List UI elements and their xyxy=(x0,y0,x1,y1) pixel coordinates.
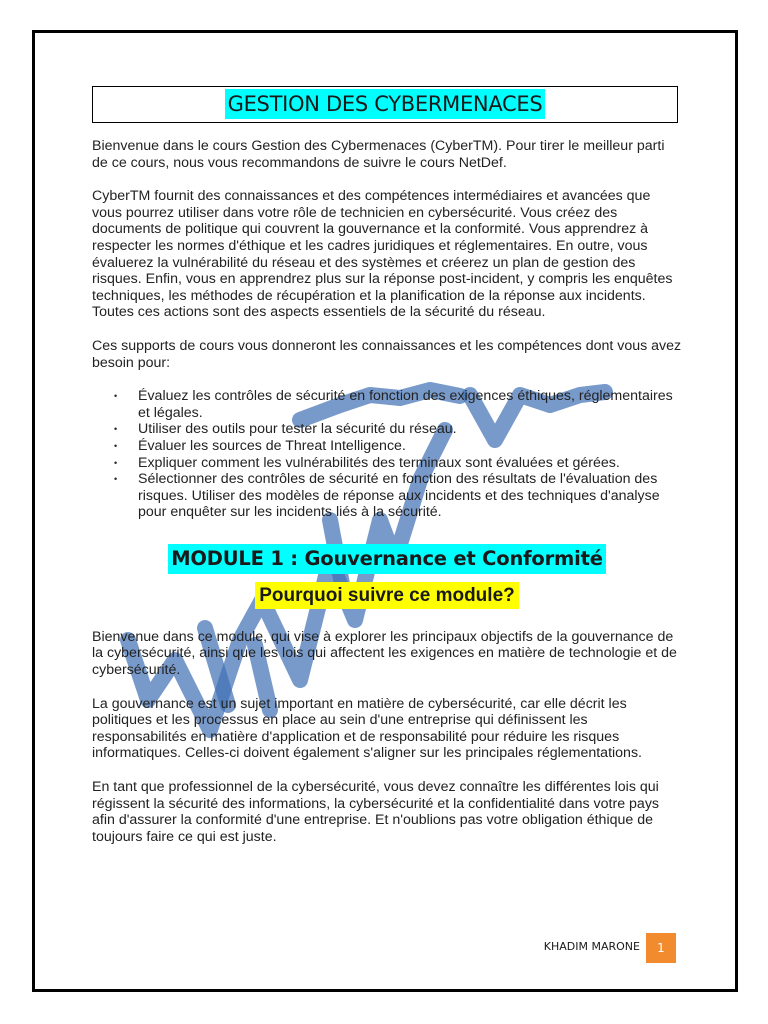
module-paragraph-2: La gouvernance est un sujet important en matière de cybersécurité, car elle décrit les politiques et les processus en place au sein d'une entreprise qui définissent les responsabilités en matière d'application et de responsabilité pour réduire les risques informatiques. Celles-ci doivent également s'aligner sur les principales réglementations. xyxy=(92,695,642,762)
document-body xyxy=(92,138,682,845)
objective-text: Sélectionner des contrôles de sécurité en fonction des résultats de l'évaluation des risques. Utiliser des modèles de réponse aux incidents et des techniques d'analyse pour enquêter sur les incidents liés à la sécurité. xyxy=(138,471,660,521)
objective-text: Évaluer les sources de Threat Intelligence. xyxy=(138,437,406,454)
footer-author: KHADIM MARONE xyxy=(543,940,640,953)
document-title-box xyxy=(92,86,678,123)
module-subtitle: Pourquoi suivre ce module? xyxy=(255,582,519,609)
bullet-icon: • xyxy=(114,457,118,468)
objective-text: Évaluez les contrôles de sécurité en fonction des exigences éthiques, réglementaires et légales. xyxy=(138,388,673,421)
objective-text: Expliquer comment les vulnérabilités des terminaux sont évaluées et gérées. xyxy=(138,454,620,471)
page-number-badge: 1 xyxy=(646,933,676,963)
list-item xyxy=(114,471,682,521)
bullet-icon: • xyxy=(114,424,118,435)
list-item xyxy=(114,388,682,421)
list-item xyxy=(114,421,682,438)
module-subheading xyxy=(92,582,682,609)
module-paragraph-3: En tant que professionnel de la cybersécurité, vous devez connaître les différentes lois qui régissent la sécurité des informations, la cybersécurité et la confidentialité dans votre pays afin d'assurer la conformité d'une entreprise. Et n'oublions pas votre obligation éthique de toujours faire ce qui est juste. xyxy=(92,779,660,845)
objective-text: Utiliser des outils pour tester la sécurité du réseau. xyxy=(138,421,457,438)
bullet-icon: • xyxy=(114,391,118,402)
objectives-list xyxy=(92,388,682,521)
document-title: GESTION DES CYBERMENACES xyxy=(225,89,546,119)
list-item xyxy=(114,454,682,472)
list-item xyxy=(114,437,682,455)
bullet-icon: • xyxy=(114,440,118,451)
module-title: MODULE 1 : Gouvernance et Conformité xyxy=(168,544,606,574)
intro-paragraph: Bienvenue dans le cours Gestion des Cybermenaces (CyberTM). Pour tirer le meilleur parti de ce cours, nous vous recommandons de suivre le cours NetDef. xyxy=(92,138,665,171)
overview-paragraph: CyberTM fournit des connaissances et des compétences intermédiaires et avancées que vous pourrez utiliser dans votre rôle de technicien en cybersécurité. Vous créez des documents de politique qui couvrent la gouvernance et la conformité. Vous apprendrez à respecter les normes d'éthique et les cadres juridiques et réglementaires. En outre, vous évaluerez la vulnérabilité du réseau et des systèmes et créerez un plan de gestion des risques. Enfin, vous en apprendrez plus sur la réponse post-incident, y compris les enquêtes techniques, les méthodes de récupération et la planification de la réponse aux incidents. Toutes ces actions sont des aspects essentiels de la sécurité du réseau. xyxy=(92,188,673,321)
materials-intro-paragraph: Ces supports de cours vous donneront les connaissances et les compétences dont vous avez besoin pour: xyxy=(92,337,682,371)
module-heading xyxy=(92,544,682,574)
module-paragraph-1: Bienvenue dans ce module, qui vise à explorer les principaux objectifs de la gouvernance de la cybersécurité, ainsi que les lois qui affectent les exigences en matière de technologie et de cybersécurité. xyxy=(92,628,677,679)
bullet-icon: • xyxy=(114,474,118,485)
